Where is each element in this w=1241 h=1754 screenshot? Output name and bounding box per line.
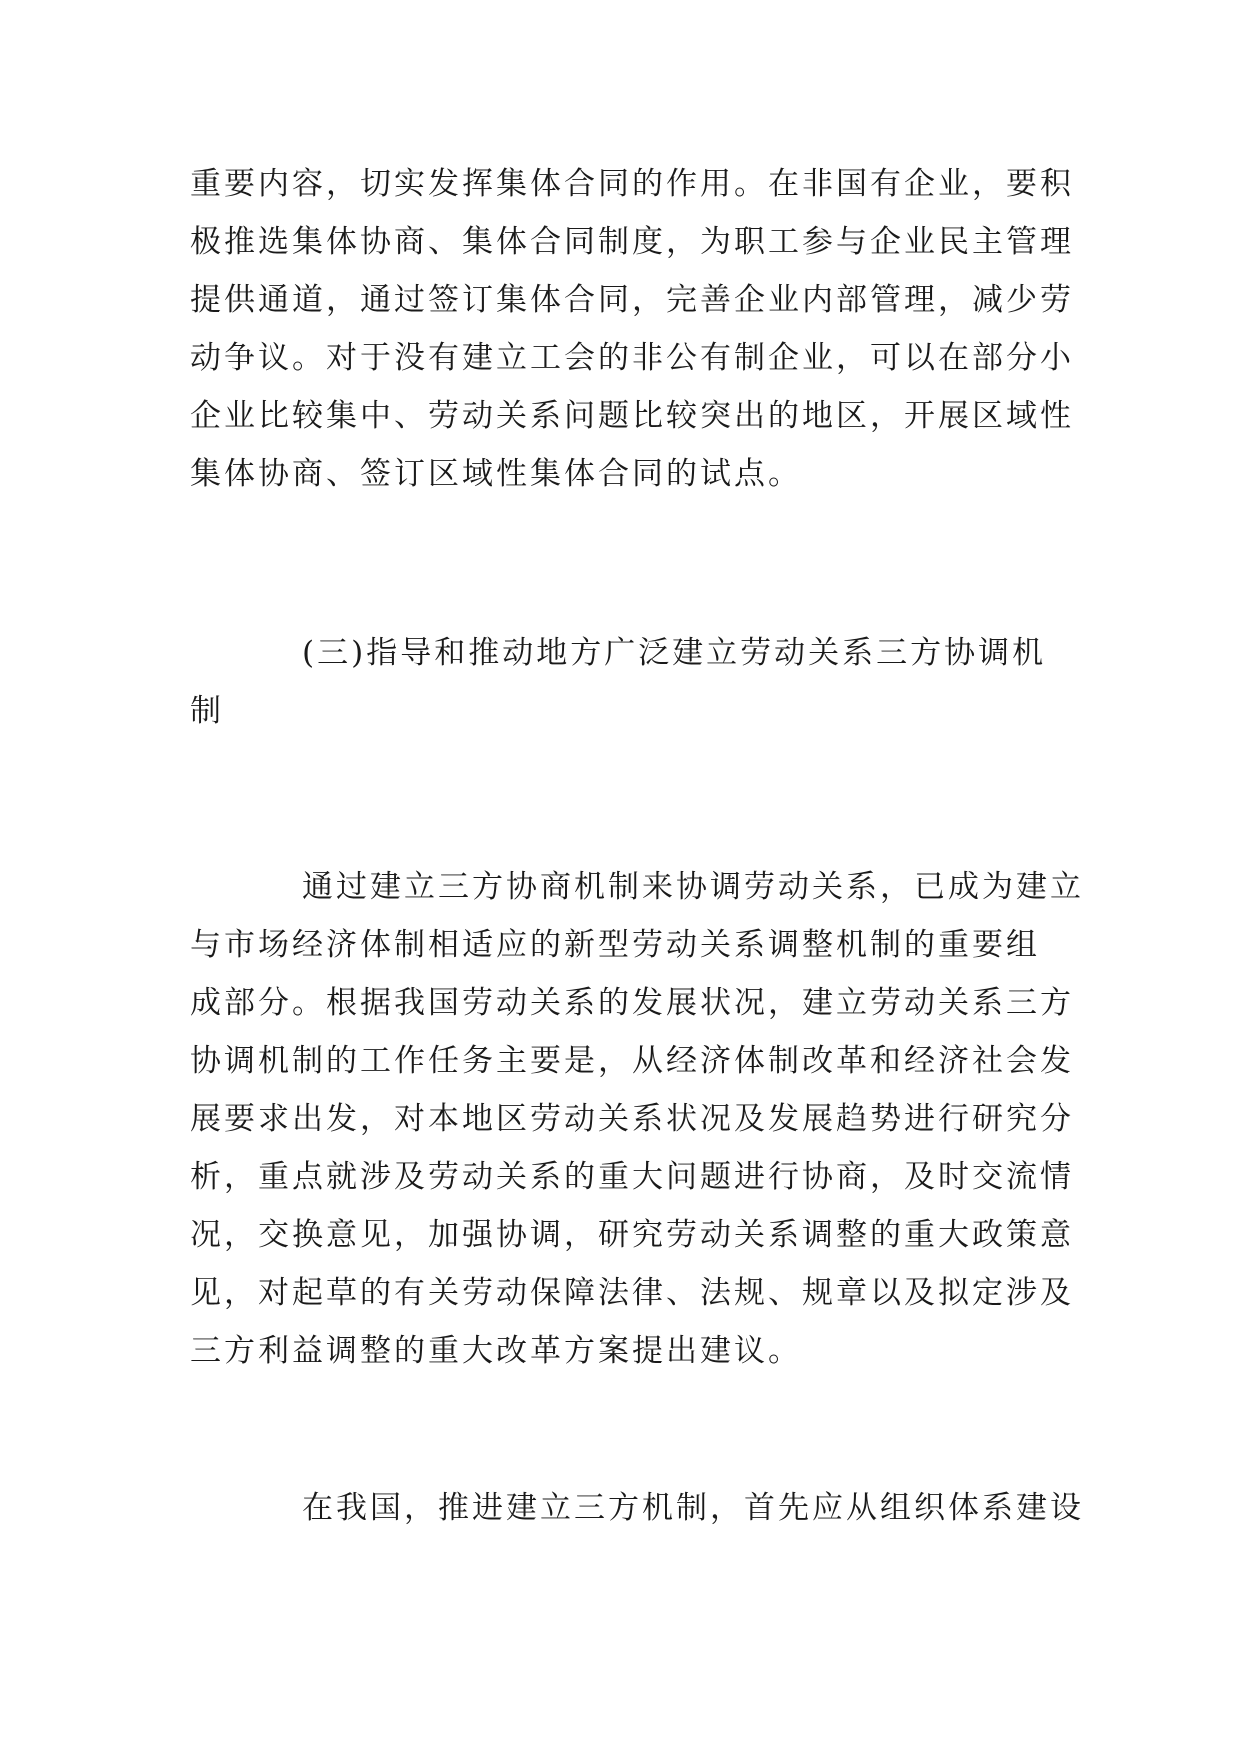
text-line: 动争议。对于没有建立工会的非公有制企业，可以在部分小 bbox=[190, 340, 1074, 376]
text-line: 在我国，推进建立三方机制，首先应从组织体系建设 bbox=[302, 1490, 1084, 1526]
body-paragraph bbox=[190, 1479, 1084, 1537]
text-line: 通过建立三方协商机制来协调劳动关系，已成为建立 bbox=[302, 869, 1084, 905]
text-line: 析，重点就涉及劳动关系的重大问题进行协商，及时交流情 bbox=[190, 1159, 1074, 1195]
text-line: 协调机制的工作任务主要是，从经济体制改革和经济社会发 bbox=[190, 1043, 1074, 1079]
text-line: 重要内容，切实发挥集体合同的作用。在非国有企业，要积 bbox=[190, 166, 1074, 202]
text-line: 展要求出发，对本地区劳动关系状况及发展趋势进行研究分 bbox=[190, 1101, 1074, 1137]
text-line: 三方利益调整的重大改革方案提出建议。 bbox=[190, 1333, 802, 1369]
body-paragraph bbox=[190, 858, 1084, 1380]
text-line: 成部分。根据我国劳动关系的发展状况，建立劳动关系三方 bbox=[190, 985, 1074, 1021]
text-line: 见，对起草的有关劳动保障法律、法规、规章以及拟定涉及 bbox=[190, 1275, 1074, 1311]
text-line: 提供通道，通过签订集体合同，完善企业内部管理，减少劳 bbox=[190, 282, 1074, 318]
section-heading bbox=[190, 624, 1050, 740]
heading-line: 制 bbox=[190, 693, 224, 729]
text-line: 集体协商、签订区域性集体合同的试点。 bbox=[190, 456, 802, 492]
text-line: 况，交换意见，加强协调，研究劳动关系调整的重大政策意 bbox=[190, 1217, 1074, 1253]
text-line: 企业比较集中、劳动关系问题比较突出的地区，开展区域性 bbox=[190, 398, 1074, 434]
text-line: 与市场经济体制相适应的新型劳动关系调整机制的重要组 bbox=[190, 927, 1040, 963]
text-line: 极推选集体协商、集体合同制度，为职工参与企业民主管理 bbox=[190, 224, 1074, 260]
body-paragraph bbox=[190, 155, 1074, 503]
heading-line: (三)指导和推动地方广泛建立劳动关系三方协调机 bbox=[302, 635, 1047, 671]
